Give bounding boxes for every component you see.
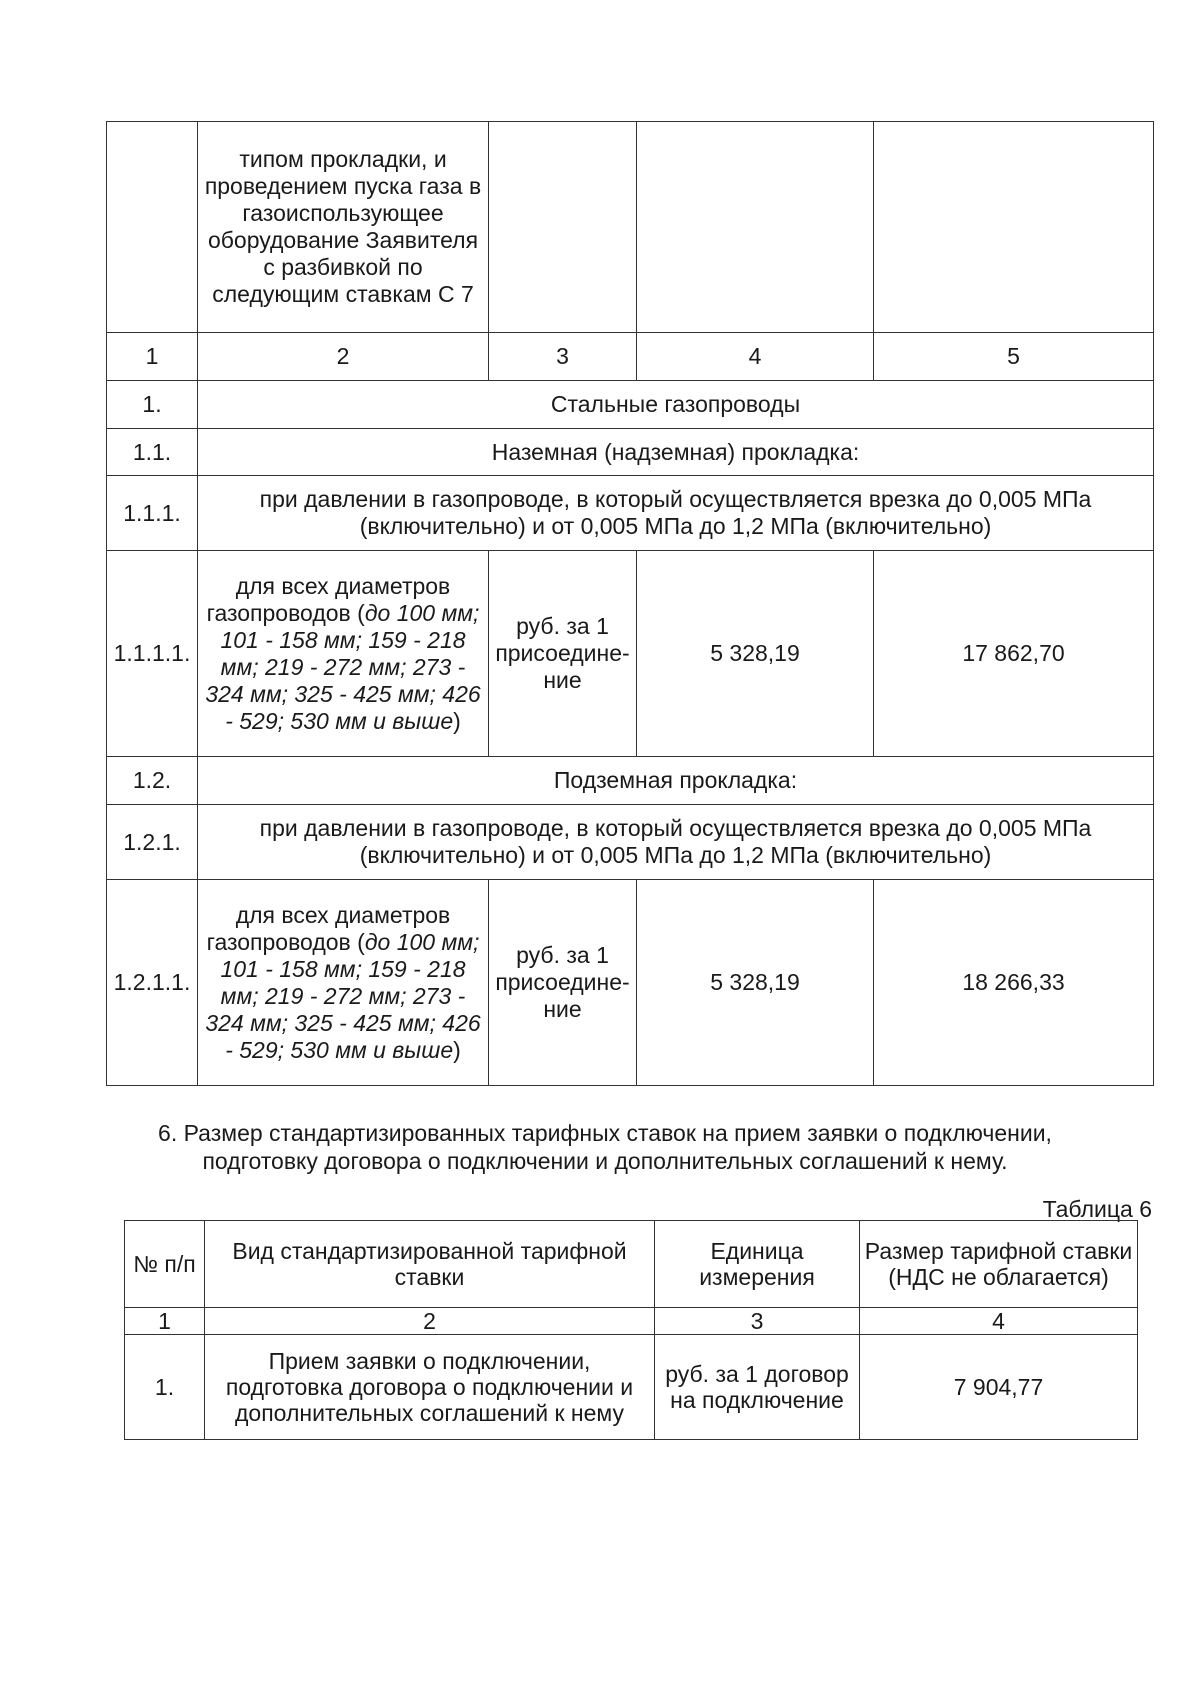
- header-row: [125, 1221, 1138, 1308]
- unit: руб. за 1 присоедине-ние: [489, 551, 637, 757]
- column-number: 2: [205, 1308, 655, 1335]
- table-row: [125, 1335, 1138, 1440]
- table-cell: [874, 122, 1154, 333]
- rate-value: 18 266,33: [874, 880, 1154, 1086]
- column-number-row: [125, 1308, 1138, 1335]
- rate-value: 5 328,19: [637, 880, 874, 1086]
- rate-row: [107, 551, 1154, 757]
- desc-lead: для всех диаметров газопроводов (: [206, 901, 451, 955]
- table-label: Таблица 6: [1042, 1196, 1152, 1222]
- continued-description: типом прокладки, и проведением пуска газа в газоиспользующее оборудование Заявителя с разбивкой по следующим ставкам С 7: [198, 122, 489, 333]
- section-row: [107, 429, 1154, 476]
- column-number: 4: [860, 1308, 1138, 1335]
- desc-lead: для всех диаметров газопроводов (: [206, 572, 451, 626]
- column-number: 1: [107, 333, 198, 381]
- row-number: 1.1.1.1.: [107, 551, 198, 757]
- header-number: № п/п: [125, 1221, 205, 1308]
- rate-row: [107, 880, 1154, 1086]
- unit: руб. за 1 договор на подключение: [655, 1335, 860, 1440]
- section-title: Наземная (надземная) прокладка:: [198, 429, 1154, 476]
- column-number: 3: [655, 1308, 860, 1335]
- row-number: 1.1.1.: [107, 476, 198, 551]
- diameter-list: до 100 мм; 101 - 158 мм; 159 - 218 мм; 219 - 272 мм; 273 - 324 мм; 325 - 425 мм; 426 - 529; 530 мм и выше: [205, 599, 481, 734]
- section-row: [107, 757, 1154, 805]
- tariff-table-5: [106, 121, 1154, 1086]
- column-number: 4: [637, 333, 874, 381]
- condition-row: [107, 476, 1154, 551]
- condition-text: при давлении в газопроводе, в который осуществляется врезка до 0,005 МПа (включительно) и от 0,005 МПа до 1,2 МПа (включительно): [198, 805, 1154, 880]
- rate-description: [198, 551, 489, 757]
- row-number: 1.2.: [107, 757, 198, 805]
- desc-tail: ): [453, 707, 461, 734]
- section-6-heading: 6. Размер стандартизированных тарифных ставок на прием заявки о подключении, подготовку договора о подключении и дополнительных соглашений к нему.: [158, 1120, 1052, 1174]
- desc-tail: ): [453, 1036, 461, 1063]
- table-row: [107, 122, 1154, 333]
- header-rate-size: Размер тарифной ставки (НДС не облагается): [860, 1221, 1138, 1308]
- section-title: Стальные газопроводы: [198, 381, 1154, 429]
- section-title: Подземная прокладка:: [198, 757, 1154, 805]
- diameter-list: до 100 мм; 101 - 158 мм; 159 - 218 мм; 219 - 272 мм; 273 - 324 мм; 325 - 425 мм; 426 - 529; 530 мм и выше: [205, 928, 481, 1063]
- column-number: 2: [198, 333, 489, 381]
- condition-text: при давлении в газопроводе, в который осуществляется врезка до 0,005 МПа (включительно) и от 0,005 МПа до 1,2 МПа (включительно): [198, 476, 1154, 551]
- table-cell: [637, 122, 874, 333]
- header-unit: Единица измерения: [655, 1221, 860, 1308]
- header-rate-type: Вид стандартизированной тарифной ставки: [205, 1221, 655, 1308]
- table-cell: [489, 122, 637, 333]
- row-number: 1.: [125, 1335, 205, 1440]
- column-number: 1: [125, 1308, 205, 1335]
- table-cell: [107, 122, 198, 333]
- rate-description: [198, 880, 489, 1086]
- rate-value: 5 328,19: [637, 551, 874, 757]
- row-number: 1.: [107, 381, 198, 429]
- column-number: 5: [874, 333, 1154, 381]
- column-number: 3: [489, 333, 637, 381]
- rate-value: 17 862,70: [874, 551, 1154, 757]
- column-number-row: [107, 333, 1154, 381]
- row-number: 1.2.1.1.: [107, 880, 198, 1086]
- rate-name: Прием заявки о подключении, подготовка договора о подключении и дополнительных соглашений к нему: [205, 1335, 655, 1440]
- condition-row: [107, 805, 1154, 880]
- unit: руб. за 1 присоедине-ние: [489, 880, 637, 1086]
- rate-value: 7 904,77: [860, 1335, 1138, 1440]
- tariff-table-6: [124, 1220, 1138, 1440]
- row-number: 1.2.1.: [107, 805, 198, 880]
- section-row: [107, 381, 1154, 429]
- row-number: 1.1.: [107, 429, 198, 476]
